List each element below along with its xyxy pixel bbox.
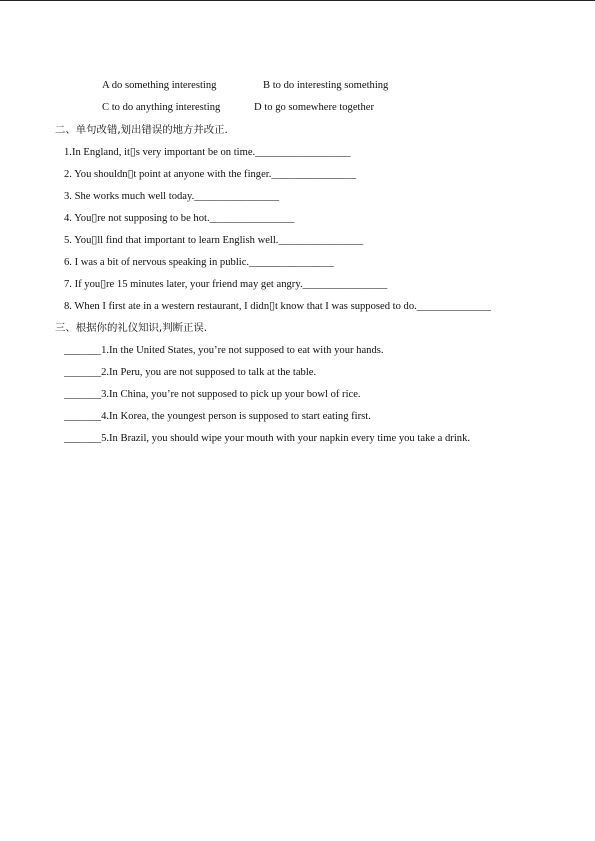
tf-item-2: _______2.In Peru, you are not supposed to talk at the table.: [64, 367, 317, 378]
error-item-7: 7. If you▯re 15 minutes later, your friend may get angry.________________: [64, 279, 388, 290]
error-item-6: 6. I was a bit of nervous speaking in public.________________: [64, 257, 334, 268]
error-item-1: 1.In England, it▯s very important be on time.__________________: [64, 147, 351, 158]
error-item-3: 3. She works much well today.________________: [64, 191, 279, 202]
option-a: A do something interesting: [102, 80, 217, 91]
tf-item-3: _______3.In China, you’re not supposed to pick up your bowl of rice.: [64, 389, 361, 400]
option-b: B to do interesting something: [263, 80, 389, 91]
tf-item-4: _______4.In Korea, the youngest person is supposed to start eating first.: [64, 411, 371, 422]
error-item-4: 4. You▯re not supposing to be hot.________________: [64, 213, 295, 224]
tf-item-5: _______5.In Brazil, you should wipe your mouth with your napkin every time you take a drink.: [64, 433, 471, 444]
option-c: C to do anything interesting: [102, 102, 221, 113]
option-d: D to go somewhere together: [254, 102, 375, 113]
error-item-2: 2. You shouldn▯t point at anyone with the finger.________________: [64, 169, 357, 180]
section-heading-error-correction: 二、单句改错,划出错误的地方并改正.: [55, 124, 228, 136]
tf-item-1: _______1.In the United States, you’re not supposed to eat with your hands.: [64, 345, 384, 356]
error-item-8: 8. When I first ate in a western restaurant, I didn▯t know that I was supposed to do.______________: [64, 301, 491, 312]
error-item-5: 5. You▯ll find that important to learn English well.________________: [64, 235, 364, 246]
section-heading-true-false: 三、根据你的礼仪知识,判断正误.: [55, 322, 208, 334]
top-border-rule: [0, 0, 595, 1]
